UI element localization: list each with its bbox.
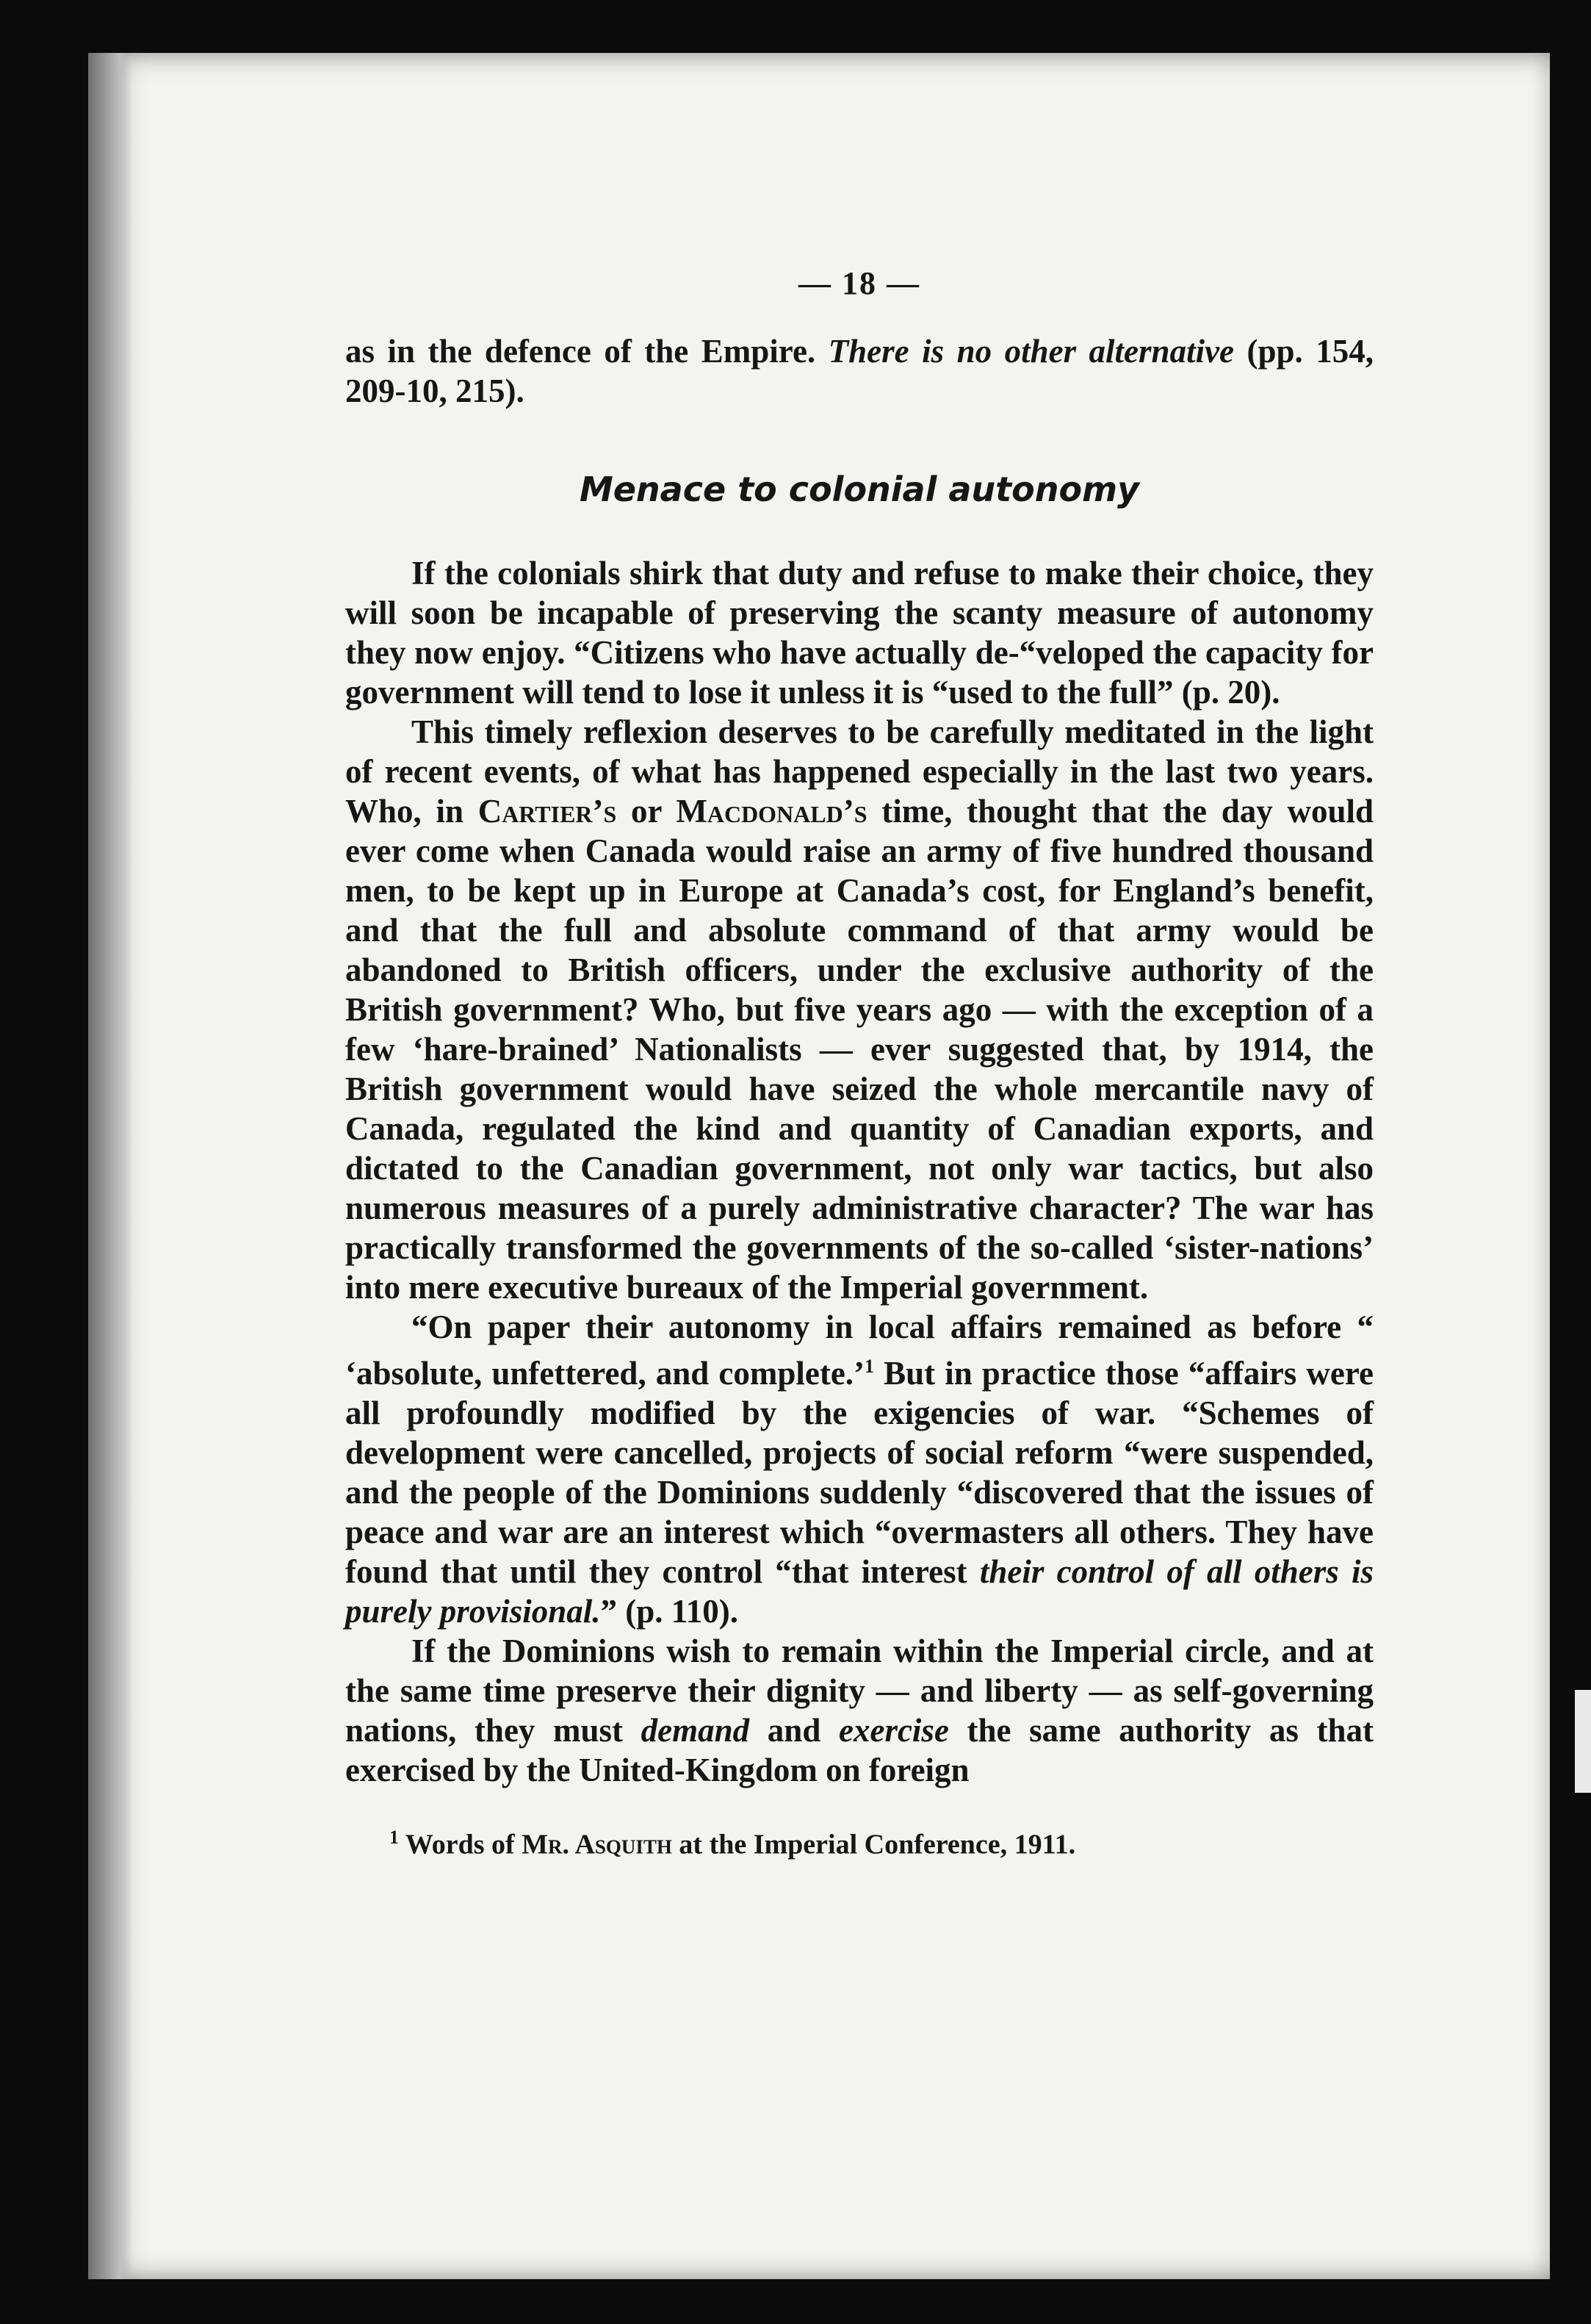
paragraph-2: This timely reflexion deserves to be carefully meditated in the light of recent events, of what has happened especially in the last two years. Who, in Cartier’s or Macdonald’s time, thought that the day would ever come when Canada would raise an army of five hundred thousand men, to be kept up in Europe at Canada’s cost, for England’s benefit, and that the full and absolute command of that army would be abandoned to British officers, under the exclusive authority of the British government? Who, but five years ago — with the exception of a few ‘hare-brained’ Nationalists — ever suggested that, by 1914, the British government would have seized the whole mercantile navy of Canada, regulated the kind and quantity of Canadian exports, and dictated to the Canadian government, not only war tactics, but also numerous measures of a purely administrative character? The war has practically transformed the governments of the so-called ‘sister-nations’ into mere executive bureaux of the Imperial government. — [345, 713, 1374, 1306]
section-heading: Menace to colonial autonomy — [579, 470, 1140, 509]
opening-paragraph: as in the defence of the Empire. There is no other alternative (pp. 154, 209-10, 215). — [345, 333, 1374, 409]
paragraph-4: If the Dominions wish to remain within the Imperial circle, and at the same time preserve their dignity — and liberty — as self-governing nations, they must demand and exercise the same authority as that exercised by the United-Kingdom on foreign — [345, 1633, 1374, 1788]
page-edge-mark — [1575, 1690, 1591, 1793]
binding-gutter — [88, 53, 132, 2279]
footnote-ref: 1 — [865, 1356, 875, 1377]
page-number: — 18 — — [798, 265, 920, 301]
paragraph-1: If the colonials shirk that duty and refuse to make their choice, they will soon be incapable of preserving the scanty measure of autonomy they now enjoy. “Citizens who have actually de-“veloped the capacity for government will tend to lose it unless it is “used to the full” (p. 20). — [345, 555, 1374, 710]
footnote: $^1$ Words of Mr. Asquith at the Imperial Conference, 1911. — [389, 1827, 1076, 1860]
paragraph-3-quote: “On paper their autonomy in local affairs remained as before “ ‘absolute, unfettered, and complete.’$^1$ But in practice those “affairs were all profoundly modified by the exigencies of war. “Schemes of development were cancelled, projects of social reform “were suspended, and the people of the Dominions suddenly “discovered that the issues of peace and war are an interest which “overmasters all others. They have found that until they control “that interest their control of all others is purely provisional.” (p. 110). — [345, 1309, 1374, 1630]
page-text — [345, 265, 1374, 1861]
